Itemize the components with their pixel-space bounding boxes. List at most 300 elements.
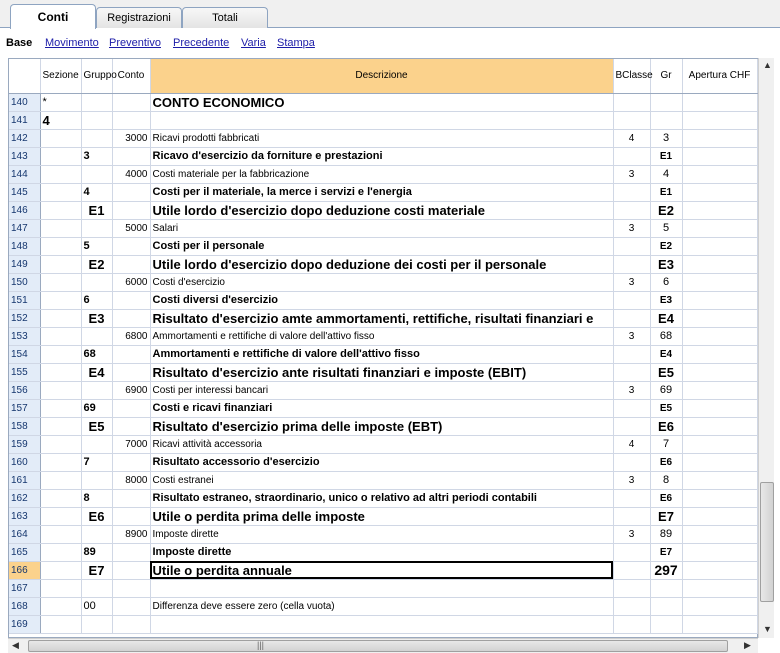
cell-descrizione[interactable]: Imposte dirette (150, 543, 613, 561)
header-sezione[interactable]: Sezione (40, 59, 81, 93)
cell-gr[interactable]: 68 (650, 327, 682, 345)
row-number: 157 (9, 399, 40, 417)
cell-conto[interactable] (112, 309, 150, 327)
row-number: 168 (9, 597, 40, 615)
cell-gr[interactable]: 4 (650, 165, 682, 183)
cell-gr[interactable]: E6 (650, 489, 682, 507)
cell-apertura[interactable] (682, 273, 757, 291)
cell-sezione[interactable] (40, 525, 81, 543)
cell-gr[interactable]: E2 (650, 237, 682, 255)
cell-bclasse[interactable] (613, 543, 650, 561)
cell-apertura[interactable] (682, 219, 757, 237)
cell-gr[interactable] (650, 579, 682, 597)
table-row[interactable] (9, 255, 757, 273)
cell-sezione[interactable] (40, 219, 81, 237)
view-base[interactable]: Base (6, 37, 33, 49)
cell-sezione[interactable] (40, 255, 81, 273)
table-row[interactable] (9, 525, 757, 543)
cell-gr[interactable] (650, 93, 682, 111)
cell-conto[interactable] (112, 399, 150, 417)
cell-conto[interactable] (112, 453, 150, 471)
cell-sezione[interactable] (40, 381, 81, 399)
cell-sezione[interactable] (40, 201, 81, 219)
row-number: 165 (9, 543, 40, 561)
cell-sezione[interactable] (40, 615, 81, 633)
cell-descrizione[interactable]: Costi per interessi bancari (150, 381, 613, 399)
cell-apertura[interactable] (682, 435, 757, 453)
table-row[interactable] (9, 183, 757, 201)
cell-conto[interactable] (112, 363, 150, 381)
row-number: 143 (9, 147, 40, 165)
table-row[interactable] (9, 237, 757, 255)
cell-bclasse[interactable]: 3 (613, 471, 650, 489)
row-number: 140 (9, 93, 40, 111)
cell-gr[interactable]: 5 (650, 219, 682, 237)
cell-descrizione[interactable]: Costi d'esercizio (150, 273, 613, 291)
view-varia[interactable]: Varia (241, 37, 266, 49)
cell-bclasse[interactable] (613, 147, 650, 165)
cell-conto[interactable] (112, 615, 150, 633)
cell-sezione[interactable] (40, 471, 81, 489)
cell-sezione[interactable] (40, 363, 81, 381)
cell-bclasse[interactable] (613, 489, 650, 507)
scroll-up-icon[interactable]: ▲ (763, 60, 772, 70)
cell-sezione[interactable] (40, 129, 81, 147)
cell-gr[interactable] (650, 111, 682, 129)
cell-bclasse[interactable] (613, 183, 650, 201)
cell-gr[interactable]: E6 (650, 417, 682, 435)
cell-gruppo[interactable] (81, 579, 112, 597)
cell-gruppo[interactable] (81, 219, 112, 237)
cell-descrizione[interactable]: Utile lordo d'esercizio dopo deduzione costi materiale (150, 201, 613, 219)
cell-descrizione[interactable]: Costi estranei (150, 471, 613, 489)
accounts-table (8, 58, 758, 638)
cell-bclasse[interactable] (613, 363, 650, 381)
cell-gruppo[interactable]: E2 (81, 255, 112, 273)
cell-descrizione[interactable]: Costi per il materiale, la merce i servizi e l'energia (150, 183, 613, 201)
cell-conto[interactable]: 8900 (112, 525, 150, 543)
cell-bclasse[interactable] (613, 561, 650, 579)
cell-gruppo[interactable]: 5 (81, 237, 112, 255)
cell-gr[interactable]: E7 (650, 507, 682, 525)
cell-apertura[interactable] (682, 615, 757, 633)
cell-conto[interactable] (112, 543, 150, 561)
row-number: 154 (9, 345, 40, 363)
cell-gr[interactable]: E5 (650, 363, 682, 381)
cell-conto[interactable] (112, 507, 150, 525)
table-row[interactable] (9, 597, 757, 615)
horizontal-scrollbar[interactable] (8, 638, 758, 653)
cell-descrizione[interactable]: Ammortamenti e rettifiche di valore dell'attivo fisso (150, 345, 613, 363)
cell-gr[interactable]: 297 (650, 561, 682, 579)
row-number: 158 (9, 417, 40, 435)
cell-gr[interactable]: E3 (650, 291, 682, 309)
cell-descrizione[interactable] (150, 615, 613, 633)
table-row[interactable] (9, 201, 757, 219)
cell-sezione[interactable] (40, 435, 81, 453)
table-row[interactable] (9, 615, 757, 633)
table-row[interactable] (9, 543, 757, 561)
cell-descrizione[interactable]: Costi e ricavi finanziari (150, 399, 613, 417)
cell-gr[interactable]: 7 (650, 435, 682, 453)
cell-bclasse[interactable]: 3 (613, 165, 650, 183)
cell-apertura[interactable] (682, 525, 757, 543)
view-preventivo[interactable]: Preventivo (109, 37, 161, 49)
cell-descrizione[interactable]: Salari (150, 219, 613, 237)
cell-descrizione[interactable]: Ammortamenti e rettifiche di valore dell'attivo fisso (150, 327, 613, 345)
cell-sezione[interactable] (40, 579, 81, 597)
row-number: 159 (9, 435, 40, 453)
cell-gr[interactable]: E4 (650, 309, 682, 327)
cell-apertura[interactable] (682, 255, 757, 273)
cell-bclasse[interactable] (613, 345, 650, 363)
row-number: 166 (9, 561, 40, 579)
cell-sezione[interactable] (40, 561, 81, 579)
table-row[interactable] (9, 165, 757, 183)
cell-apertura[interactable] (682, 417, 757, 435)
header-rownum (9, 59, 40, 93)
cell-sezione[interactable] (40, 147, 81, 165)
table-row[interactable] (9, 147, 757, 165)
cell-apertura[interactable] (682, 543, 757, 561)
header-bclasse[interactable]: BClasse (613, 59, 650, 93)
cell-gr[interactable]: 3 (650, 129, 682, 147)
cell-descrizione[interactable]: Risultato d'esercizio prima delle imposte (EBT) (150, 417, 613, 435)
cell-apertura[interactable] (682, 291, 757, 309)
cell-conto[interactable] (112, 579, 150, 597)
view-bar (0, 28, 780, 58)
cell-apertura[interactable] (682, 489, 757, 507)
cell-descrizione[interactable]: Costi materiale per la fabbricazione (150, 165, 613, 183)
table-row[interactable] (9, 489, 757, 507)
row-number: 153 (9, 327, 40, 345)
cell-conto[interactable] (112, 93, 150, 111)
cell-bclasse[interactable] (613, 417, 650, 435)
table-row[interactable] (9, 417, 757, 435)
cell-descrizione[interactable]: Utile o perdita prima delle imposte (150, 507, 613, 525)
cell-conto[interactable] (112, 597, 150, 615)
cell-sezione[interactable] (40, 273, 81, 291)
cell-sezione[interactable] (40, 453, 81, 471)
cell-apertura[interactable] (682, 453, 757, 471)
cell-gr[interactable] (650, 615, 682, 633)
cell-conto[interactable] (112, 291, 150, 309)
cell-bclasse[interactable] (613, 507, 650, 525)
cell-sezione[interactable] (40, 183, 81, 201)
cell-apertura[interactable] (682, 363, 757, 381)
row-number: 149 (9, 255, 40, 273)
cell-apertura[interactable] (682, 111, 757, 129)
scroll-down-icon[interactable]: ▼ (763, 624, 772, 634)
cell-bclasse[interactable] (613, 399, 650, 417)
cell-apertura[interactable] (682, 93, 757, 111)
row-number: 151 (9, 291, 40, 309)
cell-descrizione[interactable]: Costi per il personale (150, 237, 613, 255)
table-row[interactable] (9, 111, 757, 129)
cell-sezione[interactable] (40, 489, 81, 507)
cell-conto[interactable] (112, 561, 150, 579)
table-row[interactable] (9, 363, 757, 381)
table-row[interactable] (9, 579, 757, 597)
cell-bclasse[interactable] (613, 597, 650, 615)
cell-apertura[interactable] (682, 399, 757, 417)
cell-descrizione[interactable]: Risultato estraneo, straordinario, unico o relativo ad altri periodi contabili (150, 489, 613, 507)
cell-gruppo[interactable]: 6 (81, 291, 112, 309)
cell-bclasse[interactable]: 4 (613, 435, 650, 453)
row-number: 142 (9, 129, 40, 147)
cell-sezione[interactable] (40, 237, 81, 255)
table-row[interactable] (9, 309, 757, 327)
cell-gruppo[interactable]: E6 (81, 507, 112, 525)
cell-gruppo[interactable]: E4 (81, 363, 112, 381)
view-movimento[interactable]: Movimento (45, 37, 99, 49)
row-number: 155 (9, 363, 40, 381)
cell-sezione[interactable] (40, 345, 81, 363)
row-number: 150 (9, 273, 40, 291)
cell-bclasse[interactable]: 3 (613, 327, 650, 345)
cell-apertura[interactable] (682, 165, 757, 183)
cell-gr[interactable]: 8 (650, 471, 682, 489)
cell-descrizione[interactable]: Utile o perdita annuale (150, 561, 613, 579)
cell-apertura[interactable] (682, 183, 757, 201)
cell-gruppo[interactable] (81, 93, 112, 111)
cell-gruppo[interactable]: 8 (81, 489, 112, 507)
table-header (9, 59, 757, 93)
tab-bar (0, 0, 780, 28)
header-gruppo[interactable]: Gruppo (81, 59, 112, 93)
cell-gruppo[interactable]: 68 (81, 345, 112, 363)
table-row[interactable] (9, 345, 757, 363)
cell-bclasse[interactable] (613, 93, 650, 111)
cell-conto[interactable]: 4000 (112, 165, 150, 183)
header-apertura[interactable]: Apertura CHF (682, 59, 757, 93)
cell-bclasse[interactable] (613, 201, 650, 219)
cell-apertura[interactable] (682, 561, 757, 579)
cell-descrizione[interactable]: Ricavi prodotti fabbricati (150, 129, 613, 147)
cell-apertura[interactable] (682, 327, 757, 345)
cell-descrizione[interactable]: Ricavo d'esercizio da forniture e prestazioni (150, 147, 613, 165)
cell-gr[interactable]: 69 (650, 381, 682, 399)
cell-descrizione[interactable]: Costi diversi d'esercizio (150, 291, 613, 309)
cell-gruppo[interactable]: E5 (81, 417, 112, 435)
cell-gr[interactable]: E1 (650, 183, 682, 201)
row-number: 160 (9, 453, 40, 471)
cell-sezione[interactable] (40, 543, 81, 561)
cell-gr[interactable]: E1 (650, 147, 682, 165)
cell-gruppo[interactable]: 4 (81, 183, 112, 201)
cell-gr[interactable]: E2 (650, 201, 682, 219)
cell-apertura[interactable] (682, 507, 757, 525)
table-row[interactable] (9, 381, 757, 399)
cell-bclasse[interactable] (613, 237, 650, 255)
cell-bclasse[interactable] (613, 291, 650, 309)
row-number: 145 (9, 183, 40, 201)
cell-gruppo[interactable]: 3 (81, 147, 112, 165)
cell-gr[interactable]: E4 (650, 345, 682, 363)
cell-conto[interactable] (112, 201, 150, 219)
cell-conto[interactable] (112, 345, 150, 363)
cell-conto[interactable] (112, 147, 150, 165)
scroll-grip: ||| (257, 640, 265, 650)
cell-conto[interactable] (112, 255, 150, 273)
cell-conto[interactable]: 3000 (112, 129, 150, 147)
horizontal-scroll-thumb[interactable] (28, 640, 728, 652)
table-row[interactable] (9, 273, 757, 291)
cell-apertura[interactable] (682, 471, 757, 489)
header-conto[interactable]: Conto (112, 59, 150, 93)
cell-conto[interactable] (112, 417, 150, 435)
cell-gruppo[interactable]: 7 (81, 453, 112, 471)
row-number: 147 (9, 219, 40, 237)
scroll-right-icon[interactable]: ▶ (744, 640, 751, 650)
cell-gruppo[interactable]: 69 (81, 399, 112, 417)
vertical-scrollbar[interactable] (758, 58, 774, 638)
row-number: 163 (9, 507, 40, 525)
row-number: 164 (9, 525, 40, 543)
cell-sezione[interactable] (40, 327, 81, 345)
cell-bclasse[interactable] (613, 615, 650, 633)
cell-descrizione[interactable]: Differenza deve essere zero (cella vuota) (150, 597, 613, 615)
table-row[interactable] (9, 561, 757, 579)
cell-bclasse[interactable] (613, 579, 650, 597)
cell-bclasse[interactable] (613, 453, 650, 471)
tab-conti[interactable]: Conti (10, 4, 96, 29)
cell-gruppo[interactable] (81, 273, 112, 291)
cell-gruppo[interactable] (81, 129, 112, 147)
table-row[interactable] (9, 219, 757, 237)
cell-gruppo[interactable]: E1 (81, 201, 112, 219)
cell-sezione[interactable]: * (40, 93, 81, 111)
cell-gruppo[interactable] (81, 615, 112, 633)
cell-descrizione[interactable]: Risultato d'esercizio amte ammortamenti, rettifiche, risultati finanziari e (150, 309, 613, 327)
cell-bclasse[interactable]: 3 (613, 381, 650, 399)
cell-sezione[interactable] (40, 309, 81, 327)
cell-descrizione[interactable]: Imposte dirette (150, 525, 613, 543)
table-row[interactable] (9, 435, 757, 453)
vertical-scroll-thumb[interactable] (760, 482, 774, 602)
cell-conto[interactable]: 6800 (112, 327, 150, 345)
cell-conto[interactable]: 7000 (112, 435, 150, 453)
row-number: 169 (9, 615, 40, 633)
cell-apertura[interactable] (682, 579, 757, 597)
table-row[interactable] (9, 129, 757, 147)
cell-apertura[interactable] (682, 381, 757, 399)
cell-conto[interactable]: 5000 (112, 219, 150, 237)
table-row[interactable] (9, 93, 757, 111)
row-number: 161 (9, 471, 40, 489)
tab-totali[interactable]: Totali (182, 7, 268, 28)
row-number: 167 (9, 579, 40, 597)
cell-gruppo[interactable] (81, 165, 112, 183)
table-row[interactable] (9, 327, 757, 345)
cell-descrizione[interactable]: CONTO ECONOMICO (150, 93, 613, 111)
row-number: 156 (9, 381, 40, 399)
cell-bclasse[interactable]: 4 (613, 129, 650, 147)
cell-gr[interactable]: E7 (650, 543, 682, 561)
cell-apertura[interactable] (682, 237, 757, 255)
cell-sezione[interactable] (40, 417, 81, 435)
cell-gruppo[interactable] (81, 381, 112, 399)
table-row[interactable] (9, 471, 757, 489)
cell-bclasse[interactable]: 3 (613, 219, 650, 237)
cell-gruppo[interactable]: 00 (81, 597, 112, 615)
cell-conto[interactable]: 6000 (112, 273, 150, 291)
cell-descrizione[interactable] (150, 111, 613, 129)
cell-sezione[interactable] (40, 399, 81, 417)
table-row[interactable] (9, 399, 757, 417)
cell-gruppo[interactable] (81, 327, 112, 345)
cell-bclasse[interactable]: 3 (613, 525, 650, 543)
cell-bclasse[interactable] (613, 111, 650, 129)
cell-sezione[interactable] (40, 165, 81, 183)
row-number: 148 (9, 237, 40, 255)
cell-gr[interactable]: 6 (650, 273, 682, 291)
cell-sezione[interactable] (40, 597, 81, 615)
cell-sezione[interactable]: 4 (40, 111, 81, 129)
cell-bclasse[interactable] (613, 309, 650, 327)
cell-conto[interactable] (112, 111, 150, 129)
cell-apertura[interactable] (682, 201, 757, 219)
cell-descrizione[interactable]: Risultato accessorio d'esercizio (150, 453, 613, 471)
row-number: 152 (9, 309, 40, 327)
row-number: 162 (9, 489, 40, 507)
header-descrizione[interactable]: Descrizione (150, 59, 613, 93)
table-row[interactable] (9, 453, 757, 471)
cell-apertura[interactable] (682, 147, 757, 165)
cell-conto[interactable]: 8000 (112, 471, 150, 489)
cell-gruppo[interactable] (81, 525, 112, 543)
cell-sezione[interactable] (40, 507, 81, 525)
scroll-left-icon[interactable]: ◀ (12, 640, 19, 650)
row-number: 141 (9, 111, 40, 129)
header-gr[interactable]: Gr (650, 59, 682, 93)
cell-descrizione[interactable] (150, 579, 613, 597)
cell-gruppo[interactable]: E7 (81, 561, 112, 579)
cell-gr[interactable]: E3 (650, 255, 682, 273)
row-number: 144 (9, 165, 40, 183)
cell-conto[interactable] (112, 237, 150, 255)
view-stampa[interactable]: Stampa (277, 37, 315, 49)
cell-conto[interactable]: 6900 (112, 381, 150, 399)
table-row[interactable] (9, 507, 757, 525)
cell-gruppo[interactable] (81, 471, 112, 489)
cell-bclasse[interactable] (613, 255, 650, 273)
cell-gr[interactable] (650, 597, 682, 615)
cell-apertura[interactable] (682, 129, 757, 147)
table-row[interactable] (9, 291, 757, 309)
cell-descrizione[interactable]: Utile lordo d'esercizio dopo deduzione dei costi per il personale (150, 255, 613, 273)
cell-conto[interactable] (112, 489, 150, 507)
cell-descrizione[interactable]: Risultato d'esercizio ante risultati finanziari e imposte (EBIT) (150, 363, 613, 381)
cell-gr[interactable]: E6 (650, 453, 682, 471)
cell-descrizione[interactable]: Ricavi attività accessoria (150, 435, 613, 453)
cell-gruppo[interactable]: 89 (81, 543, 112, 561)
cell-apertura[interactable] (682, 309, 757, 327)
cell-gruppo[interactable]: E3 (81, 309, 112, 327)
cell-apertura[interactable] (682, 597, 757, 615)
cell-gr[interactable]: E5 (650, 399, 682, 417)
view-precedente[interactable]: Precedente (173, 37, 230, 49)
cell-apertura[interactable] (682, 345, 757, 363)
row-number: 146 (9, 201, 40, 219)
cell-gruppo[interactable] (81, 435, 112, 453)
cell-bclasse[interactable]: 3 (613, 273, 650, 291)
cell-conto[interactable] (112, 183, 150, 201)
cell-gr[interactable]: 89 (650, 525, 682, 543)
cell-sezione[interactable] (40, 291, 81, 309)
cell-gruppo[interactable] (81, 111, 112, 129)
tab-registrazioni[interactable]: Registrazioni (96, 7, 182, 28)
